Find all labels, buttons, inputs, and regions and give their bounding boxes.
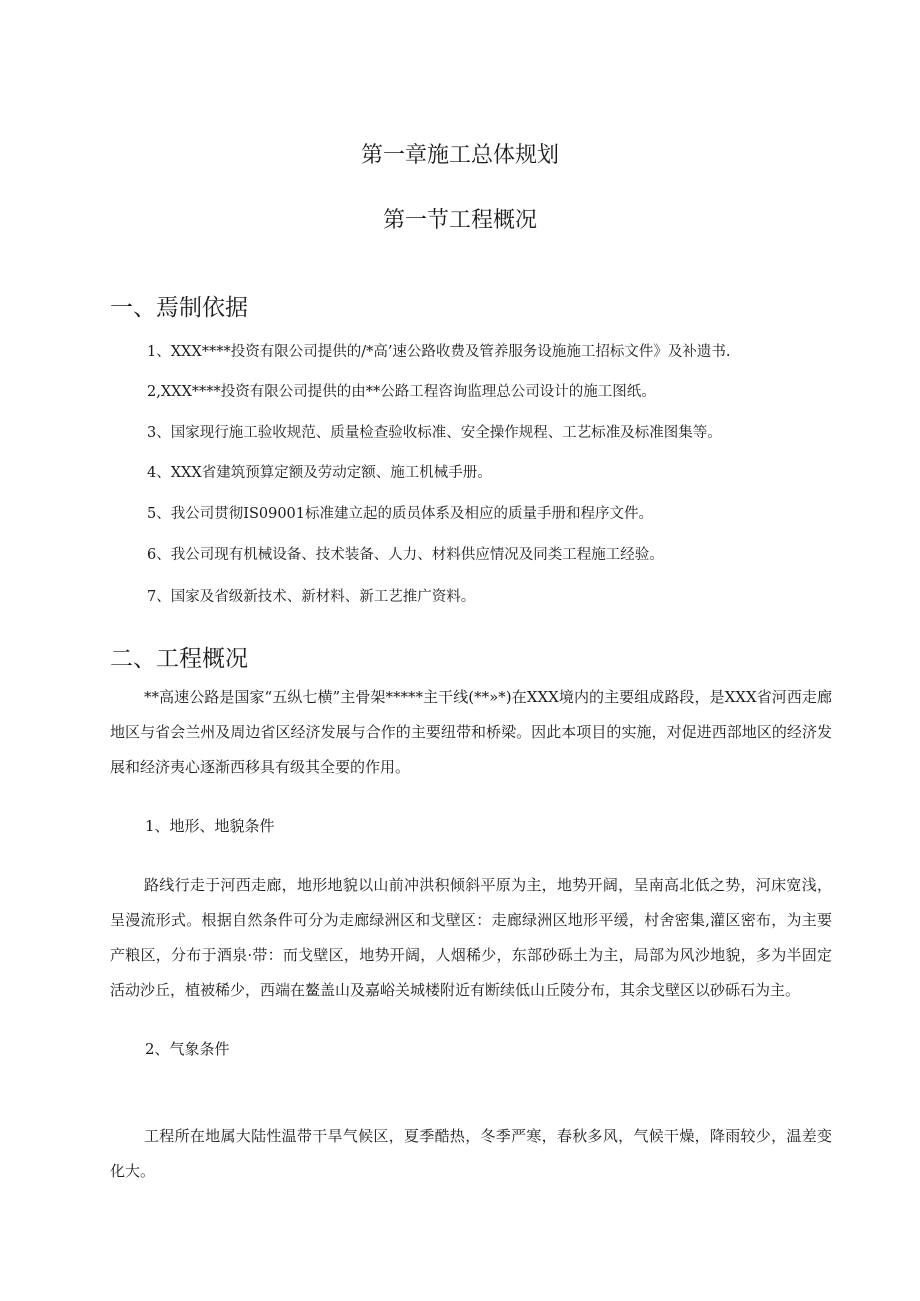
basis-item-2: 2,XXX****投资有限公司提供的由**公路工程咨询监理总公司设计的施工图纸。 xyxy=(147,384,656,400)
basis-item-5: 5、我公司贯彻IS09001标准建立起的质员体系及相应的质量手册和程序文件。 xyxy=(147,506,654,522)
terrain-paragraph: 路线行走于河西走廊，地形地貌以山前冲洪积倾斜平原为主，地势开阔，呈南高北低之势，河床宽浅，呈漫流形式。根据自然条件可分为走廊绿洲区和戈壁区：走廊绿洲区地形平缓，村舍密集,灌区密布，为主要产粮区，分布于酒泉·带：而戈壁区，地势开阔，人烟稀少，东部砂砾土为主，局部为风沙地貌，多为半固定活动沙丘，植被稀少，西端在鳌盖山及嘉峪关城楼附近有断续低山丘陵分布，其余戈壁区以砂砾石为主。 xyxy=(110,876,832,999)
basis-item-1: 1、XXX****投资有限公司提供的/*高’速公路收费及管养服务设施施工招标文件》及补遗书. xyxy=(147,344,731,360)
basis-item-6: 6、我公司现有机械设备、技术装备、人力、材料供应情况及同类工程施工经验。 xyxy=(147,547,664,563)
section-title: 第一节工程概况 xyxy=(382,208,537,233)
chapter-title: 第一章施工总体规划 xyxy=(360,143,559,168)
heading-project-overview: 二、工程概况 xyxy=(110,646,248,672)
basis-item-3: 3、国家现行施工验收规范、质量检查验收标准、安全操作规程、工艺标准及标准图集等。 xyxy=(147,425,722,441)
heading-compilation-basis: 一、焉制依据 xyxy=(110,295,248,321)
climate-paragraph: 工程所在地属大陆性温带干旱气候区，夏季酷热，冬季严寒，春秋多风，气候干燥，降雨较少，温差变化大。 xyxy=(110,1127,832,1180)
subheading-climate: 2、气象条件 xyxy=(145,1040,230,1058)
overview-paragraph: **高速公路是国家“五纵七横”主骨架*****主干线(**»*)在XXX境内的主要组成路段，是XXX省河西走廊地区与省会兰州及周边省区经济发展与合作的主要纽带和桥梁。因此本项目的实施，对促进西部地区的经济发展和经济夷心逐渐西移具有级其全要的作用。 xyxy=(110,688,832,776)
basis-item-7: 7、国家及省级新技术、新材料、新工艺推广资料。 xyxy=(147,589,476,605)
basis-item-4: 4、XXX省建筑预算定额及劳动定额、施工机械手册。 xyxy=(147,465,492,481)
subheading-terrain: 1、地形、地貌条件 xyxy=(145,817,275,835)
